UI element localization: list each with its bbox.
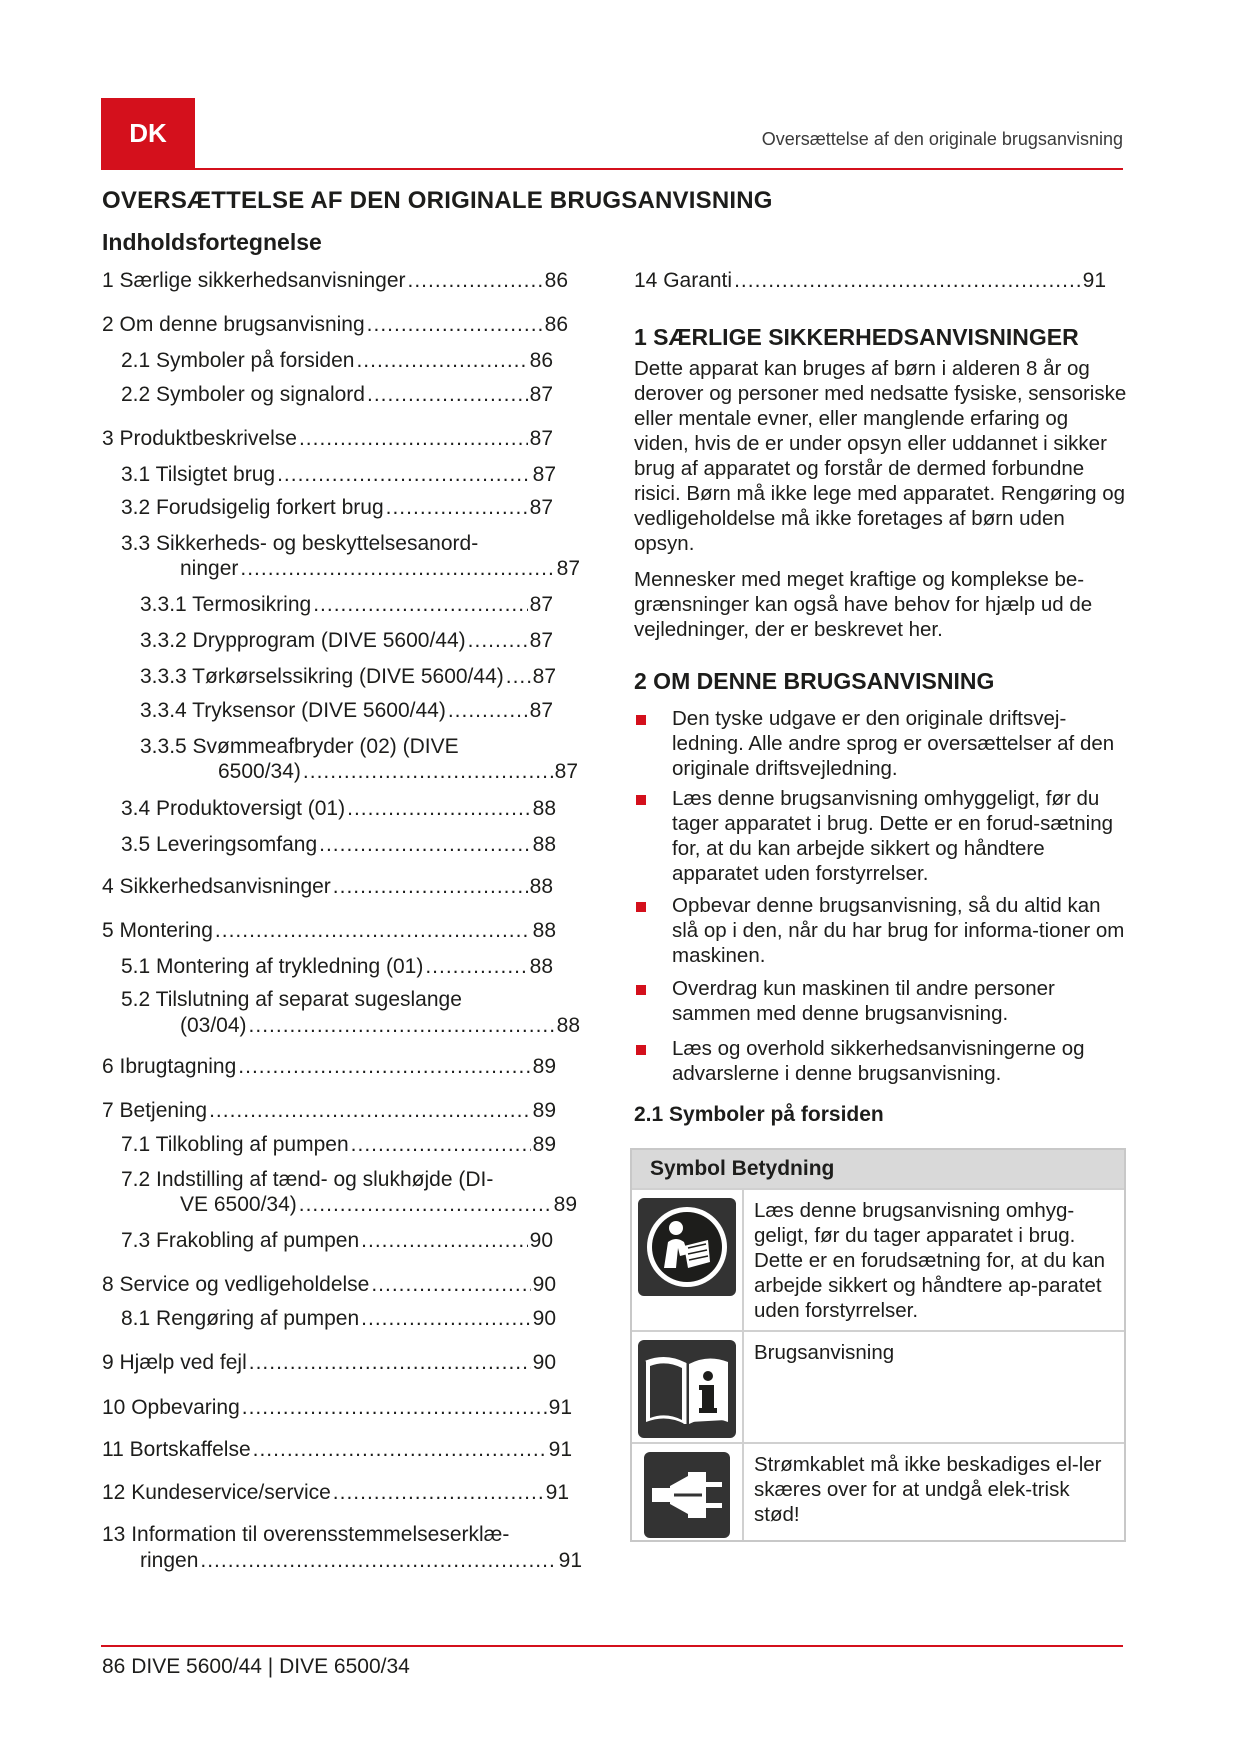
toc-entry-text: 7.1 Tilkobling af pumpen bbox=[121, 1133, 349, 1156]
toc-entry[interactable] bbox=[121, 954, 553, 979]
read-manual-icon bbox=[632, 1190, 744, 1330]
toc-entry-page: 90 bbox=[532, 1273, 556, 1296]
toc-entry[interactable] bbox=[102, 1054, 556, 1079]
bullet-marker bbox=[636, 902, 646, 912]
symbol-meaning: Læs denne brugsanvisning omhyg-geligt, før du tager apparatet i brug. Dette er en forudsætning for, at du kan arbejde sikkert og håndtere ap-paratet uden forstyrrelser. bbox=[754, 1199, 1105, 1322]
toc-entry-page: 87 bbox=[529, 496, 553, 519]
toc-entry[interactable] bbox=[121, 1228, 553, 1253]
section-1-paragraph-2: Mennesker med meget kraftige og komplekse be-grænsninger kan også have behov for hjælp ud de vejledninger, der er beskrevet her. bbox=[634, 568, 1093, 641]
toc-entry[interactable] bbox=[140, 1548, 582, 1573]
toc-entry[interactable] bbox=[102, 874, 553, 899]
toc-entry[interactable] bbox=[140, 698, 553, 723]
bullet-marker bbox=[636, 985, 646, 995]
header-divider bbox=[101, 168, 1123, 170]
toc-entry-text: (03/04) bbox=[180, 1014, 247, 1037]
toc-entry[interactable] bbox=[102, 1437, 572, 1462]
section-2-title: 2 OM DENNE BRUGSANVISNING bbox=[634, 668, 995, 694]
toc-entry-page: 86 bbox=[529, 349, 553, 372]
page-footer: 86 DIVE 5600/44 | DIVE 6500/34 bbox=[102, 1655, 410, 1678]
toc-entry[interactable] bbox=[634, 268, 1106, 293]
toc-entry-page: 90 bbox=[532, 1307, 556, 1330]
toc-entry-text: 14 Garanti bbox=[634, 269, 733, 292]
toc-entry-page: 87 bbox=[529, 699, 553, 722]
section-1-title: 1 SÆRLIGE SIKKERHEDSANVISNINGER bbox=[634, 324, 1079, 350]
toc-entry[interactable] bbox=[121, 348, 553, 373]
toc-entry-text: 2.1 Symboler på forsiden bbox=[121, 349, 355, 372]
toc-entry-page: 88 bbox=[556, 1014, 580, 1037]
subsection-2-1-title: 2.1 Symboler på forsiden bbox=[634, 1103, 884, 1126]
toc-entry-page: 88 bbox=[532, 797, 556, 820]
document-title: OVERSÆTTELSE AF DEN ORIGINALE BRUGSANVISNING bbox=[102, 187, 773, 214]
toc-entry-page: 89 bbox=[532, 1099, 556, 1122]
toc-entry[interactable] bbox=[121, 1132, 556, 1157]
table-row bbox=[632, 1442, 1124, 1540]
bullet-marker bbox=[636, 715, 646, 725]
bullet-item bbox=[634, 786, 1128, 886]
toc-entry-text: 3.3.4 Tryksensor (DIVE 5600/44) bbox=[140, 699, 446, 722]
toc-entry-text: 10 Opbevaring bbox=[102, 1396, 240, 1419]
toc-entry-text: ringen bbox=[140, 1549, 199, 1572]
bullet-item bbox=[634, 976, 1128, 1026]
toc-entry-text: 9 Hjælp ved fejl bbox=[102, 1351, 247, 1374]
toc-entry-text: 2.2 Symboler og signalord bbox=[121, 383, 365, 406]
toc-entry-text: 3.5 Leveringsomfang bbox=[121, 833, 318, 856]
toc-entry[interactable] bbox=[102, 1272, 556, 1297]
toc-entry-line1: 13 Information til overensstemmelseserklæ- bbox=[102, 1523, 510, 1546]
bullet-text: Opbevar denne brugsanvisning, så du altid kan slå op i den, når du har brug for informa-tioner om maskinen. bbox=[672, 894, 1125, 967]
power-cable-icon bbox=[632, 1444, 744, 1540]
toc-entry[interactable] bbox=[140, 592, 553, 617]
toc-entry-page: 89 bbox=[532, 1055, 556, 1078]
toc-entry-page: 87 bbox=[554, 760, 578, 783]
toc-entry-text: 6500/34) bbox=[218, 760, 301, 783]
toc-entry-page: 87 bbox=[529, 629, 553, 652]
toc-entry[interactable] bbox=[121, 796, 556, 821]
toc-entry-text: 7 Betjening bbox=[102, 1099, 208, 1122]
toc-entry-text: 3.3.3 Tørkørselssikring (DIVE 5600/44) bbox=[140, 665, 504, 688]
toc-entry-page: 91 bbox=[545, 1481, 569, 1504]
toc-entry-text: 3.3.1 Termosikring bbox=[140, 593, 312, 616]
toc-entry[interactable] bbox=[102, 1098, 556, 1123]
toc-entry[interactable] bbox=[180, 556, 580, 581]
toc-entry-page: 91 bbox=[548, 1396, 572, 1419]
toc-entry-page: 89 bbox=[553, 1193, 577, 1216]
toc-entry-page: 91 bbox=[548, 1438, 572, 1461]
toc-entry[interactable] bbox=[218, 759, 578, 784]
section-1-paragraph-1: Dette apparat kan bruges af børn i alderen 8 år og derover og personer med nedsatte fysiske, sensoriske eller mentale evner, eller manglende erfaring og viden, hvis de er under opsyn eller uddannet i sikker brug af apparatet og forstår de dermed forbundne risici. Børn må ikke lege med apparatet. Rengøring og vedligeholdelse må ikke foretages af børn uden opsyn. bbox=[634, 357, 1127, 555]
toc-entry-page: 87 bbox=[556, 557, 580, 580]
toc-entry-text: 12 Kundeservice/service bbox=[102, 1481, 331, 1504]
toc-entry[interactable] bbox=[140, 628, 553, 653]
toc-entry[interactable] bbox=[140, 664, 556, 689]
symbol-meaning: Brugsanvisning bbox=[754, 1341, 895, 1364]
toc-entry-text: 11 Bortskaffelse bbox=[102, 1438, 251, 1461]
toc-entry-text: 2 Om denne brugsanvisning bbox=[102, 313, 365, 336]
toc-entry-text: 3 Produktbeskrivelse bbox=[102, 427, 297, 450]
toc-entry[interactable] bbox=[121, 382, 553, 407]
toc-entry[interactable] bbox=[121, 462, 556, 487]
toc-entry-page: 89 bbox=[532, 1133, 556, 1156]
table-row bbox=[632, 1330, 1124, 1442]
toc-entry-page: 87 bbox=[529, 383, 553, 406]
bullet-text: Overdrag kun maskinen til andre personer sammen med denne brugsanvisning. bbox=[672, 977, 1055, 1025]
toc-entry-text: 4 Sikkerhedsanvisninger bbox=[102, 875, 331, 898]
toc-entry-page: 88 bbox=[529, 875, 553, 898]
toc-entry[interactable] bbox=[102, 1350, 556, 1375]
bullet-text: Læs denne brugsanvisning omhyggeligt, før du tager apparatet i brug. Dette er en forud-sætning for, at du kan arbejde sikkert og håndtere apparatet uden forstyrrelser. bbox=[672, 787, 1114, 885]
symbol-meaning: Strømkablet må ikke beskadiges el-ler skæres over for at undgå elek-trisk stød! bbox=[754, 1453, 1102, 1526]
toc-entry[interactable] bbox=[102, 1395, 572, 1420]
bullet-item bbox=[634, 893, 1128, 968]
symbol-table-header: Symbol Betydning bbox=[632, 1150, 1124, 1188]
toc-entry-page: 87 bbox=[529, 593, 553, 616]
toc-entry-page: 90 bbox=[532, 1351, 556, 1374]
toc-entry-text: VE 6500/34) bbox=[180, 1193, 297, 1216]
table-row bbox=[632, 1188, 1124, 1330]
toc-entry-page: 91 bbox=[1082, 269, 1106, 292]
bullet-text: Læs og overhold sikkerhedsanvisningerne og advarslerne i denne brugsanvisning. bbox=[672, 1037, 1085, 1085]
toc-entry-page: 86 bbox=[544, 313, 568, 336]
toc-entry-text: 8.1 Rengøring af pumpen bbox=[121, 1307, 360, 1330]
toc-entry-page: 90 bbox=[529, 1229, 553, 1252]
toc-entry-text: ninger bbox=[180, 557, 239, 580]
toc-entry[interactable] bbox=[102, 426, 553, 451]
toc-entry-text: 6 Ibrugtagning bbox=[102, 1055, 237, 1078]
toc-entry-page: 87 bbox=[529, 427, 553, 450]
toc-entry-text: 3.3.2 Drypprogram (DIVE 5600/44) bbox=[140, 629, 466, 652]
toc-entry-line1: 3.3.5 Svømmeafbryder (02) (DIVE bbox=[140, 735, 459, 758]
toc-entry-text: 1 Særlige sikkerhedsanvisninger bbox=[102, 269, 406, 292]
toc-entry-line1: 3.3 Sikkerheds- og beskyttelsesanord- bbox=[121, 532, 479, 555]
symbol-table bbox=[630, 1148, 1126, 1542]
toc-entry[interactable] bbox=[121, 495, 553, 520]
toc-entry[interactable] bbox=[102, 918, 556, 943]
toc-entry-line1: 5.2 Tilslutning af separat sugeslange bbox=[121, 988, 462, 1011]
toc-entry-page: 86 bbox=[544, 269, 568, 292]
running-title: Oversættelse af den originale brugsanvisning bbox=[761, 129, 1123, 149]
bullet-marker bbox=[636, 795, 646, 805]
toc-entry-page: 91 bbox=[558, 1549, 582, 1572]
toc-entry-text: 7.3 Frakobling af pumpen bbox=[121, 1229, 360, 1252]
bullet-marker bbox=[636, 1045, 646, 1055]
footer-divider bbox=[101, 1645, 1123, 1647]
toc-entry-page: 87 bbox=[532, 665, 556, 688]
toc-entry-text: 5.1 Montering af trykledning (01) bbox=[121, 955, 424, 978]
bullet-item bbox=[634, 1036, 1128, 1086]
toc-entry-page: 88 bbox=[529, 955, 553, 978]
bullet-text: Den tyske udgave er den originale driftsvej-ledning. Alle andre sprog er oversættelser af den originale driftsvejledning. bbox=[672, 707, 1115, 780]
toc-entry-text: 8 Service og vedligeholdelse bbox=[102, 1273, 370, 1296]
toc-entry[interactable] bbox=[121, 832, 556, 857]
toc-entry-page: 88 bbox=[532, 919, 556, 942]
toc-entry[interactable] bbox=[180, 1192, 577, 1217]
toc-entry-page: 88 bbox=[532, 833, 556, 856]
bullet-item bbox=[634, 706, 1128, 781]
toc-entry-text: 5 Montering bbox=[102, 919, 213, 942]
toc-entry[interactable] bbox=[102, 268, 568, 293]
toc-entry[interactable] bbox=[121, 1306, 556, 1331]
toc-entry-page: 87 bbox=[532, 463, 556, 486]
manual-info-icon bbox=[632, 1332, 744, 1442]
language-tab: DK bbox=[101, 98, 195, 168]
toc-entry[interactable] bbox=[180, 1013, 580, 1038]
toc-entry-text: 3.1 Tilsigtet brug bbox=[121, 463, 276, 486]
toc-heading: Indholdsfortegnelse bbox=[102, 229, 322, 255]
toc-entry[interactable] bbox=[102, 312, 568, 337]
toc-entry-text: 3.4 Produktoversigt (01) bbox=[121, 797, 346, 820]
toc-entry-line1: 7.2 Indstilling af tænd- og slukhøjde (DI- bbox=[121, 1168, 494, 1191]
toc-entry-text: 3.2 Forudsigelig forkert brug bbox=[121, 496, 384, 519]
toc-entry[interactable] bbox=[102, 1480, 569, 1505]
